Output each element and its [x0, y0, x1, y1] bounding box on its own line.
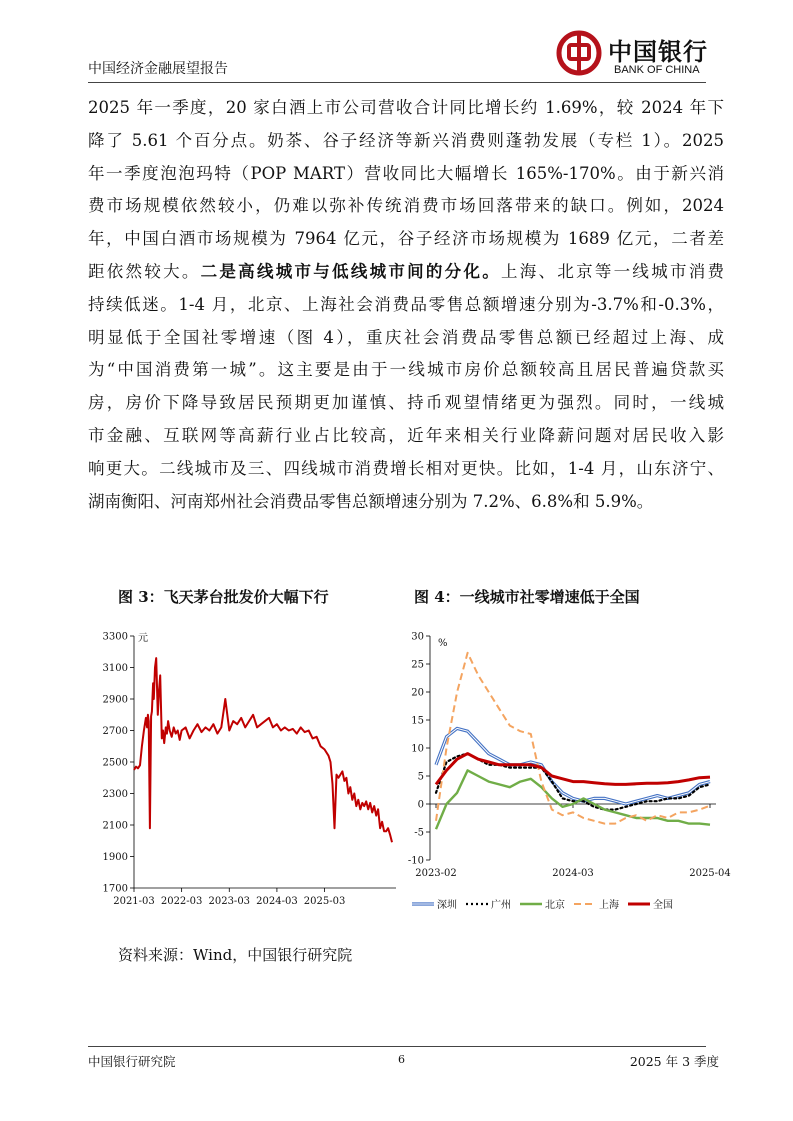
header-divider	[88, 82, 706, 83]
body-line: 年，中国白酒市场规模为 7964 亿元，谷子经济市场规模为 1689 亿元，二者差	[88, 229, 724, 249]
legend-label: 深圳	[437, 900, 457, 911]
footer-divider	[88, 1046, 706, 1047]
series-line-飞天茅台批发价	[134, 658, 392, 842]
body-line: 降了 5.61 个百分点。奶茶、谷子经济等新兴消费则蓬勃发展（专栏 1）。2025	[88, 130, 724, 150]
y-tick-label: 15	[411, 715, 424, 727]
y-tick-label: 2100	[102, 820, 128, 832]
y-tick-label: 2700	[102, 726, 128, 737]
body-paragraph	[88, 92, 724, 518]
body-line: 房，房价下降导致居民预期更加谨慎、持币观望情绪更为强烈。同时，一线城	[88, 393, 724, 413]
body-line: 湖南衡阳、河南郑州社会消费品零售总额增速分别为 7.2%、6.8%和 5.9%。	[88, 491, 654, 511]
bank-logo	[556, 30, 716, 80]
y-tick-label: 2500	[102, 757, 128, 769]
body-line: 为“中国消费第一城”。这主要是由于一线城市房价总额较高且居民普遍贷款买	[88, 360, 724, 380]
body-line: 市金融、互联网等高薪行业占比较高，近年来相关行业降薪问题对居民收入影	[88, 425, 724, 445]
bank-of-china-emblem-icon	[556, 30, 602, 76]
x-tick-label: 2021-03	[113, 896, 155, 907]
y-tick-label: 1700	[102, 883, 128, 895]
y-tick-label: 25	[411, 659, 424, 671]
body-line: 持续低迷。1-4 月，北京、上海社会消费品零售总额增速分别为-3.7%和-0.3%，	[88, 294, 724, 314]
y-tick-label: -10	[407, 855, 424, 867]
maotai-price-chart	[96, 620, 400, 920]
x-tick-label: 2023-02	[415, 868, 457, 879]
x-tick-label: 2024-03	[256, 896, 298, 907]
body-line: 响更大。二线城市及三、四线城市消费增长相对更快。比如，1-4 月，山东济宁、	[88, 458, 724, 478]
y-tick-label: 3300	[102, 631, 128, 643]
source-note: 资料来源：Wind，中国银行研究院	[118, 946, 353, 964]
series-line-深圳	[436, 728, 710, 804]
logo-english-name: BANK OF CHINA	[614, 64, 700, 76]
logo-chinese-name: 中国银行	[608, 37, 708, 66]
x-tick-label: 2023-03	[208, 896, 251, 907]
y-axis-unit: 元	[138, 633, 148, 644]
y-tick-label: 3100	[102, 663, 128, 674]
y-tick-label: 10	[411, 743, 424, 755]
body-line-emphasis: 二是高线城市与低线城市间的分化。	[200, 261, 502, 281]
figure3-title: 图 3：飞天茅台批发价大幅下行	[118, 588, 329, 606]
retail-sales-growth-chart	[394, 620, 731, 920]
page-number: 6	[398, 1053, 405, 1066]
y-tick-label: 5	[417, 771, 424, 783]
x-tick-label: 2025-04	[689, 868, 731, 879]
body-line-post: 上海、北京等一线城市消费	[501, 261, 725, 281]
x-tick-label: 2022-03	[160, 896, 203, 907]
y-tick-label: 2300	[102, 789, 128, 800]
y-tick-label: 0	[417, 799, 424, 811]
figure4-title: 图 4：一线城市社零增速低于全国	[414, 588, 640, 606]
footer-institution: 中国银行研究院	[88, 1054, 176, 1069]
y-tick-label: 30	[411, 631, 424, 643]
y-axis-unit: %	[438, 638, 448, 649]
series-line-全国	[436, 754, 710, 785]
legend-label: 广州	[491, 900, 511, 911]
x-tick-label: 2025-03	[303, 896, 346, 907]
x-tick-label: 2024-03	[552, 868, 594, 879]
body-line: 2025 年一季度，20 家白酒上市公司营收合计同比增长约 1.69%，较 2024 年下	[88, 98, 724, 117]
footer-edition: 2025 年 3 季度	[629, 1054, 719, 1069]
body-line	[88, 256, 724, 289]
y-tick-label: 2900	[102, 694, 128, 706]
body-line: 明显低于全国社零增速（图 4），重庆社会消费品零售总额已经超过上海、成	[88, 327, 724, 347]
body-line: 年一季度泡泡玛特（POP MART）营收同比大幅增长 165%-170%。由于新兴消	[88, 163, 724, 183]
header-title: 中国经济金融展望报告	[88, 61, 228, 77]
y-tick-label: 20	[411, 687, 424, 699]
body-line: 费市场规模依然较小，仍难以弥补传统消费市场回落带来的缺口。例如，2024	[88, 196, 724, 216]
y-tick-label: 1900	[102, 852, 128, 863]
body-line-pre: 距依然较大。	[88, 261, 201, 281]
legend-label: 北京	[545, 900, 565, 911]
y-tick-label: -5	[414, 827, 424, 839]
legend-label: 上海	[599, 900, 619, 911]
legend-label: 全国	[653, 900, 673, 911]
